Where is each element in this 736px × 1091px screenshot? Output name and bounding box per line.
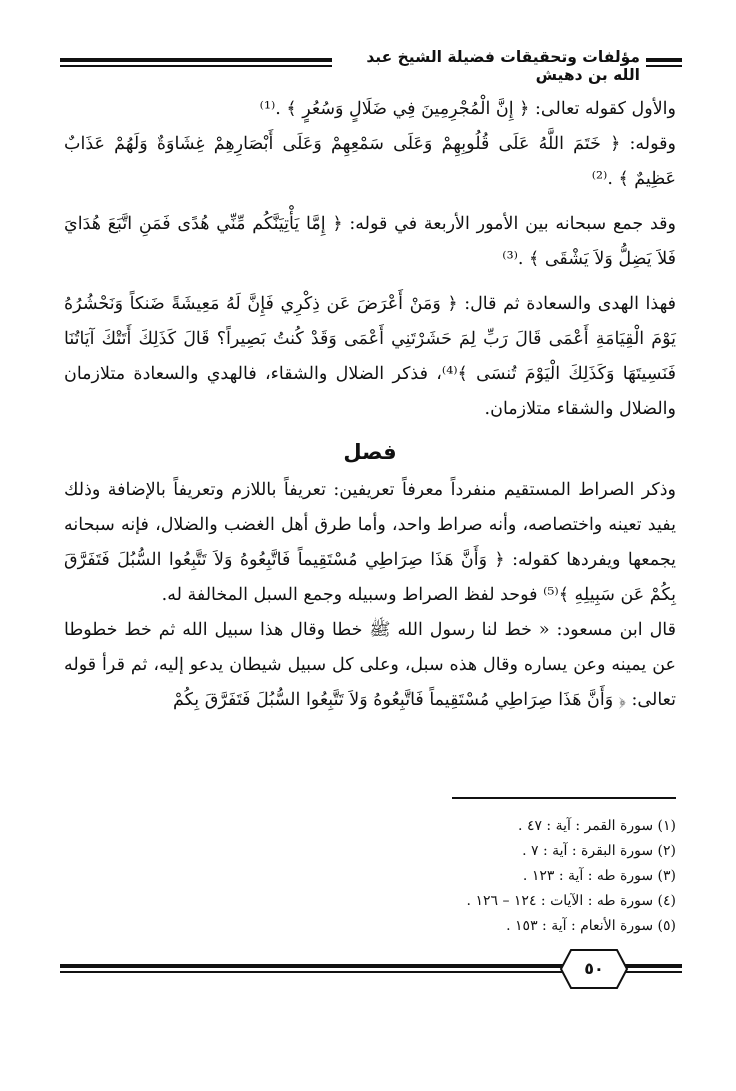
paragraph: وقوله: ﴿ خَتَمَ اللَّهُ عَلَى قُلُوبِهِمْ وَعَلَى سَمْعِهِمْ وَعَلَى أَبْصَارِهِمْ غِشَاوَةٌ وَلَهُمْ عَذَابٌ عَظِيمٌ ﴾ .⁽²⁾ <box>64 134 676 189</box>
footnote-separator <box>452 797 676 799</box>
paragraph: فهذا الهدى والسعادة ثم قال: ﴿ وَمَنْ أَعْرَضَ عَن ذِكْرِي فَإِنَّ لَهُ مَعِيشَةً ضَنكاً وَنَحْشُرُهُ يَوْمَ الْقِيَامَةِ أَعْمَى قَالَ رَبِّ لِمَ حَشَرْتَنِي أَعْمَى وَقَدْ كُنتُ بَصِيراً؟ قَالَ كَذَلِكَ أَتَتْكَ آيَاتُنَا فَنَسِيتَهَا وَكَذَلِكَ الْيَوْمَ تُنسَى ﴾⁽⁴⁾، فذكر الضلال والشقاء، فالهدي والسعادة متلازمان والضلال والشقاء متلازمان. <box>64 294 676 419</box>
page-number: ٥٠ <box>584 959 604 978</box>
footnote: (٣) سورة طه : آية : ١٢٣ . <box>522 868 676 884</box>
footnote: (٢) سورة البقرة : آية : ٧ . <box>522 843 676 859</box>
paragraph: والأول كقوله تعالى: ﴿ إِنَّ الْمُجْرِمِينَ فِي ضَلَالٍ وَسُعُرٍ ﴾ .⁽¹⁾ <box>259 99 676 119</box>
paragraph: وقد جمع سبحانه بين الأمور الأربعة في قوله: ﴿ إِمَّا يَأْتِيَنَّكُم مِّنِّي هُدًى فَمَنِ اتَّبَعَ هُدَايَ فَلاَ يَضِلُّ وَلاَ يَشْقَى ﴾ .⁽³⁾ <box>64 214 676 269</box>
main-text <box>64 92 676 718</box>
header-rule <box>60 65 332 67</box>
paragraph: قال ابن مسعود: « خط لنا رسول الله ﷺ خطا وقال هذا سبيل الله ثم خط خطوطا عن يمينه وعن يساره وقال هذه سبل، وعلى كل سبيل شيطان يدعو إليه، ثم قرأ قوله تعالى: ﴿ وَأَنَّ هَذَا صِرَاطِي مُسْتَقِيماً فَاتَّبِعُوهُ وَلاَ تَتَّبِعُوا السُّبُلَ فَتَفَرَّقَ بِكُمْ <box>64 620 676 710</box>
footnote: (٤) سورة طه : الآيات : ١٢٤ – ١٢٦ . <box>466 893 676 909</box>
footnote: (١) سورة القمر : آية : ٤٧ . <box>518 818 676 834</box>
section-title: فصل <box>343 440 397 464</box>
paragraph: وذكر الصراط المستقيم منفرداً معرفاً تعريفين: تعريفاً باللازم وتعريفاً بالإضافة وذلك يفيد تعينه واختصاصه، وأنه صراط واحد، وأما طرق أهل الغضب والضلال، فإنه سبحانه يجمعها ويفردها كقوله: ﴿ وَأَنَّ هَذَا صِرَاطِي مُسْتَقِيماً فَاتَّبِعُوهُ وَلاَ تَتَّبِعُوا السُّبُلَ فَتَفَرَّقَ بِكُمْ عَن سَبِيلِهِ ﴾⁽⁵⁾ فوحد لفظ الصراط وسبيله وجمع السبل المخالفة له. <box>64 480 676 605</box>
header-rule <box>646 65 682 67</box>
header-rule <box>646 58 682 62</box>
footnotes <box>276 814 676 939</box>
header-rule <box>60 58 332 62</box>
footnote: (٥) سورة الأنعام : آية : ١٥٣ . <box>506 918 676 934</box>
page-header <box>60 40 682 84</box>
page-number-badge <box>559 948 629 990</box>
header-title: مؤلفات وتحقيقات فضيلة الشيخ عبد الله بن دهيش <box>366 48 640 84</box>
